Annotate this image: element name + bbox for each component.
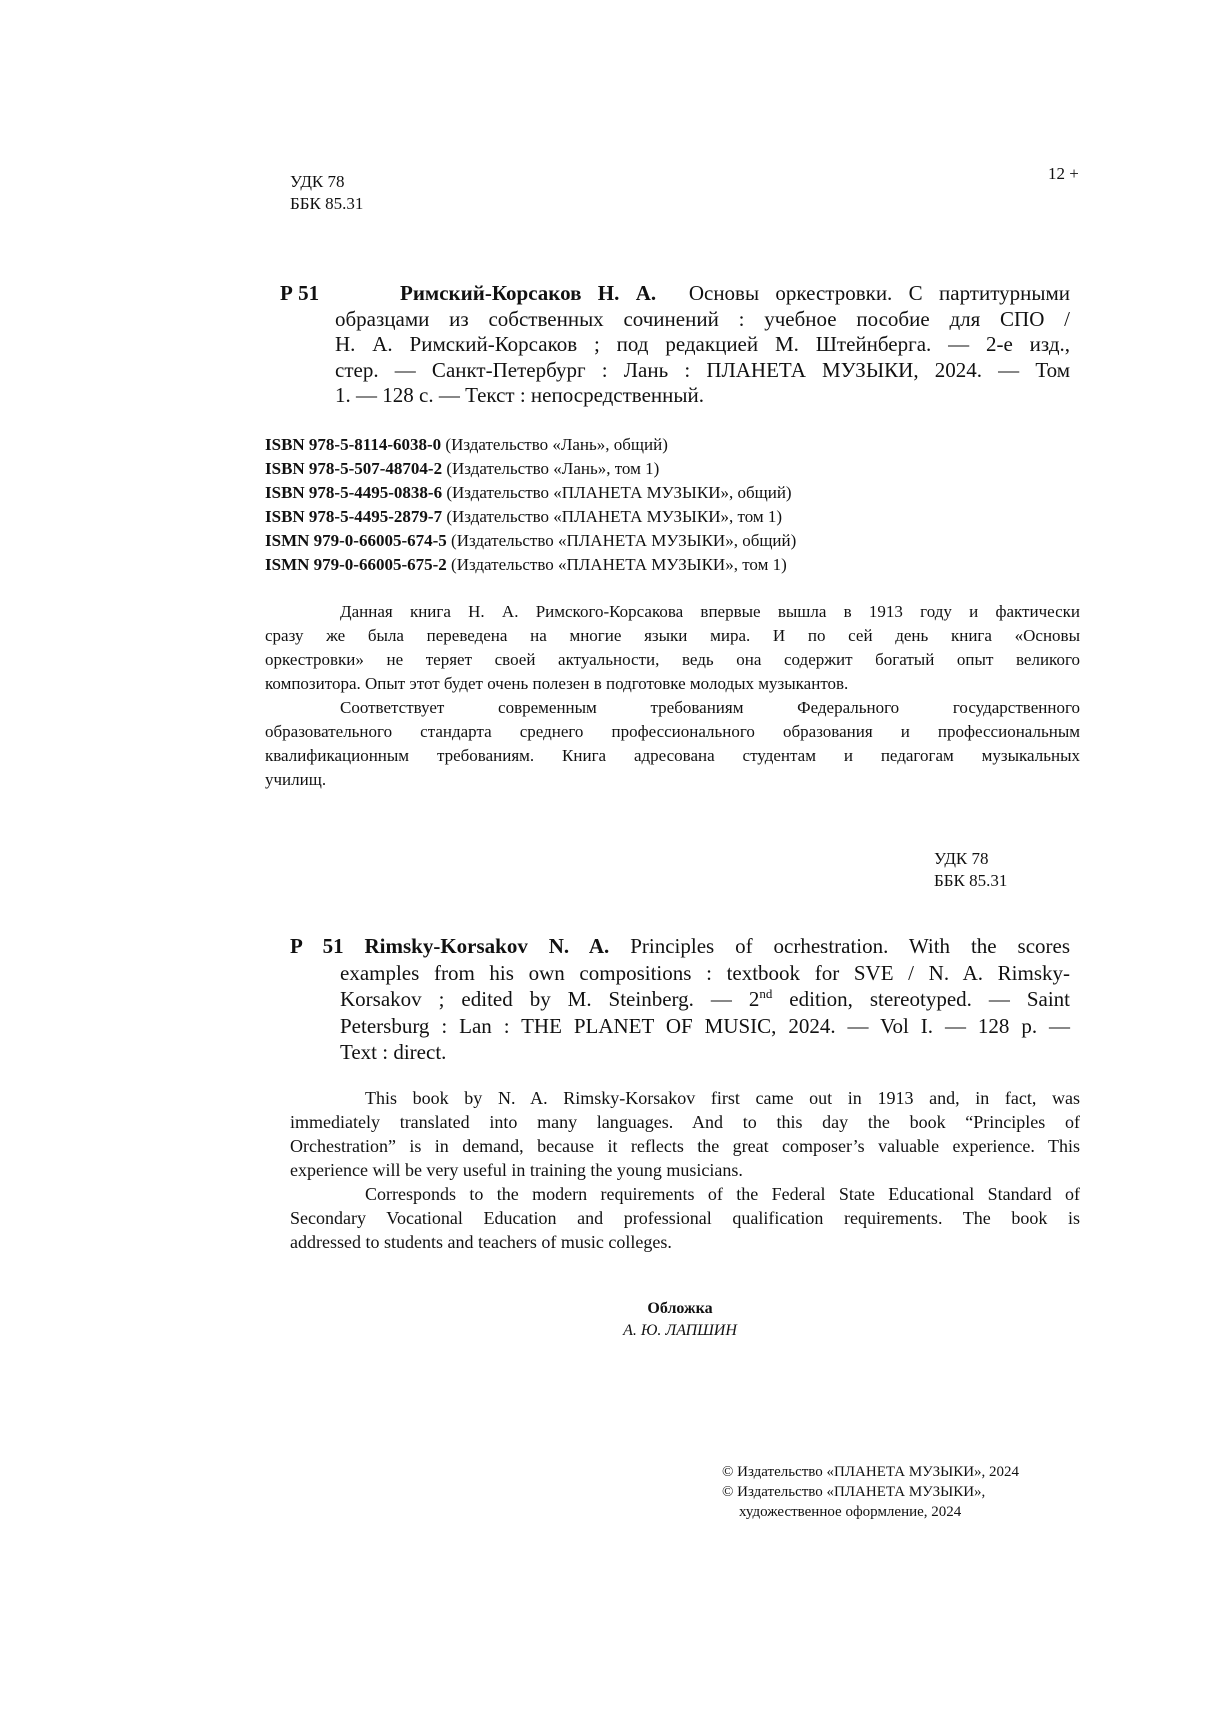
isbn-number: ISBN 978-5-8114-6038-0: [265, 435, 442, 454]
en-entry-line-5: Text : direct.: [340, 1040, 447, 1064]
en-entry-line-4: Petersburg : Lan : THE PLANET OF MUSIC, 2024. — Vol I. — 128 p. —: [340, 1013, 1070, 1038]
ismn-number: ISMN 979-0-66005-675-2: [265, 555, 447, 574]
bbk-code: ББК 85.31: [934, 871, 1008, 890]
copyright-line: © Издательство «ПЛАНЕТА МУЗЫКИ»,: [722, 1484, 986, 1500]
isbn-note: (Издательство «ПЛАНЕТА МУЗЫКИ», общий): [446, 483, 792, 502]
ru-abstract-p1-line: оркестровки» не теряет своей актуальности, ведь она содержит богатый опыт великого: [265, 650, 1080, 669]
udk-code: УДК 78: [290, 172, 345, 191]
ru-entry-code: Р 51: [280, 281, 320, 305]
en-entry-line-2: examples from his own compositions : textbook for SVE / N. A. Rimsky-: [340, 960, 1070, 985]
cover-label: Обложка: [647, 1300, 713, 1317]
edition-superscript: nd: [759, 986, 773, 1001]
copyright-line: © Издательство «ПЛАНЕТА МУЗЫКИ», 2024: [722, 1464, 1020, 1480]
ismn-row: [265, 553, 796, 577]
isbn-note: (Издательство «Лань», том 1): [446, 459, 660, 478]
udk-bbk-block-top: [290, 171, 363, 215]
en-abstract-p1-line: This book by N. A. Rimsky-Korsakov first came out in 1913 and, in fact, was: [365, 1088, 1080, 1108]
bbk-code: ББК 85.31: [290, 194, 364, 213]
ru-entry-line-1: [335, 281, 1070, 307]
udk-code: УДК 78: [934, 849, 989, 868]
en-entry-title: Principles of ocrhestration. With the scores: [630, 934, 1070, 958]
isbn-number: ISBN 978-5-507-48704-2: [265, 459, 443, 478]
isbn-note: (Издательство «ПЛАНЕТА МУЗЫКИ», том 1): [446, 507, 783, 526]
ru-entry-line-2: образцами из собственных сочинений : учебное пособие для СПО /: [335, 306, 1070, 331]
en-abstract-p1-line: Orchestration” is in demand, because it reflects the great composer’s valuable experience. This: [290, 1136, 1080, 1156]
ru-abstract-p2-line: училищ.: [265, 770, 327, 789]
ru-abstract-p2-line: Соответствует современным требованиям Федерального государственного: [340, 698, 1080, 717]
isbn-number: ISBN 978-5-4495-2879-7: [265, 507, 443, 526]
copyright-line: художественное оформление, 2024: [739, 1504, 962, 1520]
ru-abstract-p2-line: квалификационным требованиям. Книга адресована студентам и педагогам музыкальных: [265, 746, 1080, 765]
isbn-number: ISBN 978-5-4495-0838-6: [265, 483, 443, 502]
ismn-note: (Издательство «ПЛАНЕТА МУЗЫКИ», общий): [451, 531, 797, 550]
en-entry-line-1: [290, 933, 1070, 960]
en-abstract-p1-line: experience will be very useful in training the young musicians.: [290, 1160, 743, 1180]
en-abstract-p1-line: immediately translated into many languages. And to this day the book “Principles of: [290, 1112, 1080, 1132]
en-abstract-p2-line: Corresponds to the modern requirements of the Federal State Educational Standard of: [365, 1184, 1080, 1204]
isbn-row: [265, 481, 796, 505]
ru-entry-line-5: 1. — 128 с. — Текст : непосредственный.: [335, 383, 704, 407]
en-entry-line-3-b: edition, stereotyped. — Saint: [772, 987, 1070, 1011]
ismn-note: (Издательство «ПЛАНЕТА МУЗЫКИ», том 1): [451, 555, 787, 574]
isbn-row: [265, 433, 796, 457]
udk-bbk-block-bottom: [934, 848, 1007, 892]
ru-abstract-p1-line: Данная книга Н. А. Римского-Корсакова впервые вышла в 1913 году и фактически: [340, 602, 1080, 621]
ru-abstract: [265, 600, 1080, 792]
isbn-row: [265, 505, 796, 529]
ru-entry-title: Основы оркестровки. С партитурными: [688, 281, 1070, 305]
en-abstract-p2-line: Secondary Vocational Education and professional qualification requirements. The book is: [290, 1208, 1080, 1228]
isbn-list: [265, 433, 796, 577]
copyright-block: [722, 1462, 1019, 1522]
ismn-row: [265, 529, 796, 553]
cover-credit: [560, 1298, 800, 1342]
ru-bibliographic-entry: [280, 281, 1070, 409]
ru-abstract-p2-line: образовательного стандарта среднего профессионального образования и профессиональным: [265, 722, 1080, 741]
isbn-row: [265, 457, 796, 481]
age-rating: 12 +: [1048, 164, 1079, 183]
en-entry-code: P 51: [290, 934, 344, 958]
ru-abstract-p1-line: сразу же была переведена на многие языки мира. И по сей день книга «Основы: [265, 626, 1080, 645]
ismn-number: ISMN 979-0-66005-674-5: [265, 531, 447, 550]
en-abstract: [290, 1086, 1080, 1254]
ru-abstract-p1-line: композитора. Опыт этот будет очень полезен в подготовке молодых музыкантов.: [265, 674, 849, 693]
en-entry-line-3: [340, 986, 1070, 1013]
en-abstract-p2-line: addressed to students and teachers of music colleges.: [290, 1232, 672, 1252]
en-entry-author: Rimsky-Korsakov N. A.: [364, 934, 610, 958]
isbn-note: (Издательство «Лань», общий): [445, 435, 668, 454]
ru-entry-line-3: Н. А. Римский-Корсаков ; под редакцией М. Штейнберга. — 2-е изд.,: [335, 332, 1070, 356]
en-entry-line-3-a: Korsakov ; edited by M. Steinberg. — 2: [340, 987, 760, 1011]
en-bibliographic-entry: [290, 933, 1070, 1066]
cover-artist: А. Ю. ЛАПШИН: [623, 1322, 737, 1339]
ru-entry-author: Римский-Корсаков Н. А.: [400, 281, 657, 305]
ru-entry-line-4: стер. — Санкт-Петербург : Лань : ПЛАНЕТА МУЗЫКИ, 2024. — Том: [335, 357, 1070, 382]
